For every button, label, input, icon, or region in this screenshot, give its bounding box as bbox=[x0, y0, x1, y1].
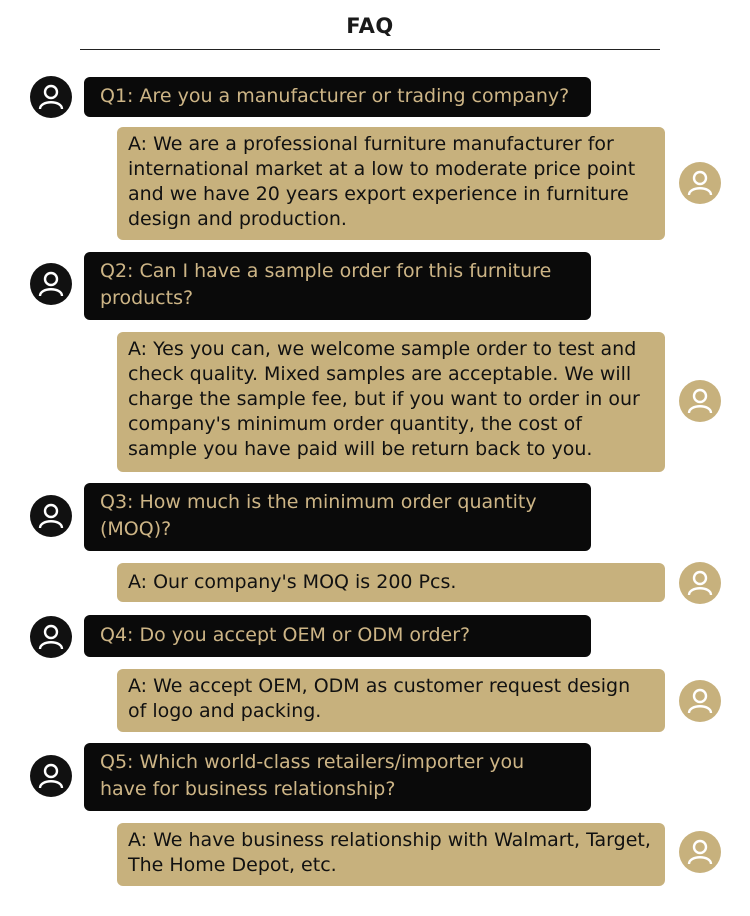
faq-answer-2: A: Yes you can, we welcome sample order to test and check quality. Mixed samples are acceptable. We will charge the sample fee, but if you want to order in our company's minimum order quantity, the cost of sample you have paid will be return back to you. bbox=[117, 332, 665, 472]
user-icon bbox=[685, 686, 715, 716]
faq-question-5: Q5: Which world-class retailers/importer you have for business relationship? bbox=[84, 743, 591, 811]
faq-answer-4: A: We accept OEM, ODM as customer request design of logo and packing. bbox=[117, 669, 665, 732]
user-icon bbox=[36, 82, 66, 112]
answerer-avatar bbox=[679, 680, 721, 722]
user-icon bbox=[36, 501, 66, 531]
faq-question-3: Q3: How much is the minimum order quantity (MOQ)? bbox=[84, 483, 591, 551]
user-icon bbox=[36, 269, 66, 299]
user-icon bbox=[685, 568, 715, 598]
user-icon bbox=[685, 386, 715, 416]
answerer-avatar bbox=[679, 162, 721, 204]
answerer-avatar bbox=[679, 831, 721, 873]
asker-avatar bbox=[30, 263, 72, 305]
user-icon bbox=[685, 168, 715, 198]
asker-avatar bbox=[30, 616, 72, 658]
faq-question-2: Q2: Can I have a sample order for this furniture products? bbox=[84, 252, 591, 320]
asker-avatar bbox=[30, 755, 72, 797]
user-icon bbox=[36, 761, 66, 791]
faq-answer-3: A: Our company's MOQ is 200 Pcs. bbox=[117, 563, 665, 602]
page-title: FAQ bbox=[346, 14, 394, 38]
user-icon bbox=[36, 622, 66, 652]
asker-avatar bbox=[30, 76, 72, 118]
asker-avatar bbox=[30, 495, 72, 537]
faq-answer-1: A: We are a professional furniture manufacturer for international market at a low to moderate price point and we have 20 years export experience in furniture design and production. bbox=[117, 127, 665, 240]
title-divider bbox=[80, 49, 660, 50]
faq-question-1: Q1: Are you a manufacturer or trading company? bbox=[84, 77, 591, 117]
user-icon bbox=[685, 837, 715, 867]
faq-answer-5: A: We have business relationship with Walmart, Target, The Home Depot, etc. bbox=[117, 823, 665, 886]
faq-question-4: Q4: Do you accept OEM or ODM order? bbox=[84, 615, 591, 657]
answerer-avatar bbox=[679, 562, 721, 604]
answerer-avatar bbox=[679, 380, 721, 422]
